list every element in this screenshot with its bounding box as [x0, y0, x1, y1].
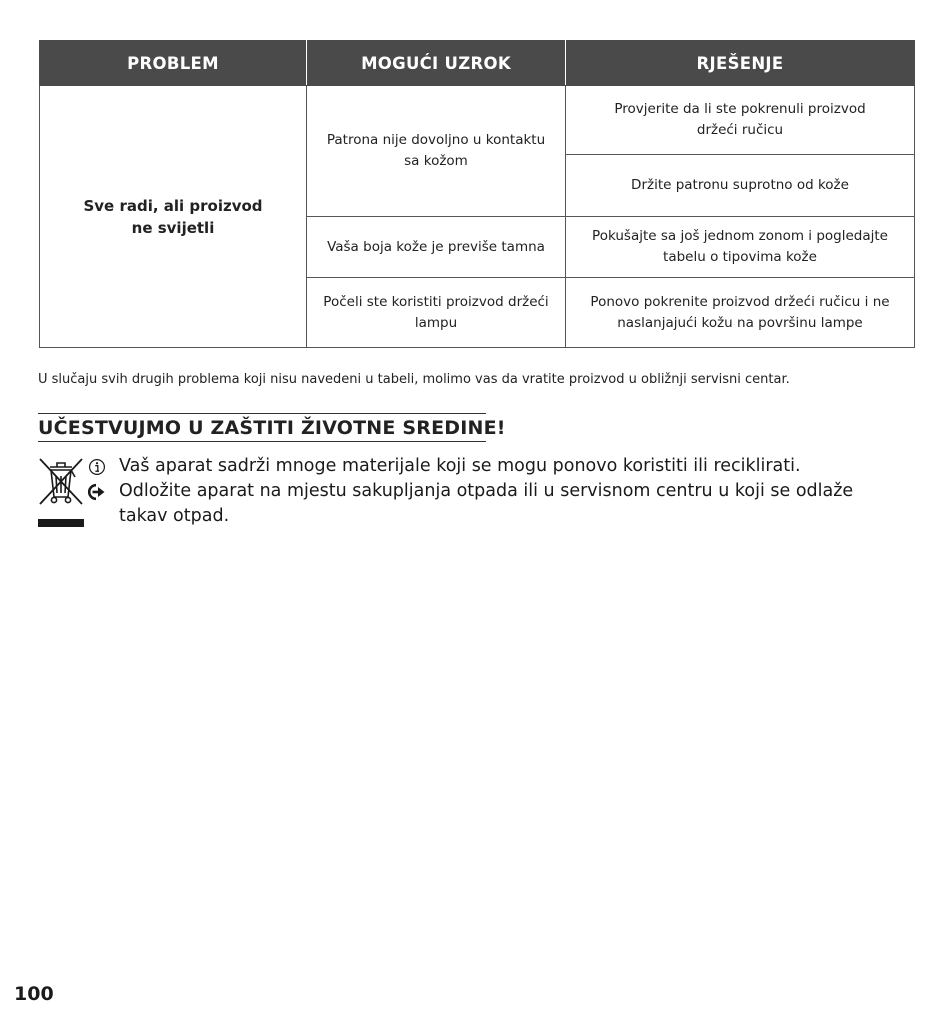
solution-cell: Držite patronu suprotno od kože [566, 155, 915, 217]
environment-list [88, 454, 898, 529]
table-header-row [40, 41, 915, 86]
list-item [88, 479, 898, 529]
header-solution: RJEŠENJE [566, 41, 915, 86]
info-icon [88, 458, 106, 476]
table-row [40, 86, 915, 155]
solution-cell: Provjerite da li ste pokrenuli proizvod držeći ručicu [566, 86, 915, 155]
environment-heading: UČESTVUJMO U ZAŠTITI ŽIVOTNE SREDINE! [38, 413, 486, 442]
cause-cell: Vaša boja kože je previše tamna [307, 217, 566, 278]
solution-cell: Pokušajte sa još jednom zonom i pogledajte tabelu o tipovima kože [566, 217, 915, 278]
list-item [88, 454, 898, 479]
cause-cell: Patrona nije dovoljno u kontaktu sa kožom [307, 86, 566, 217]
recycling-info-text: Vaš aparat sadrži mnoge materijale koji se mogu ponovo koristiti ili reciklirati. [119, 456, 801, 476]
problem-cell: Sve radi, ali proizvod ne svijetli [40, 86, 307, 348]
cause-cell: Počeli ste koristiti proizvod držeći lampu [307, 278, 566, 348]
service-note: U slučaju svih drugih problema koji nisu navedeni u tabeli, molimo vas da vratite proizvod u obližnji servisni centar. [38, 372, 790, 387]
solution-cell: Ponovo pokrenite proizvod držeći ručicu i ne naslanjajući kožu na površinu lampe [566, 278, 915, 348]
crossed-out-wheelie-bin-icon [37, 455, 85, 529]
header-problem: PROBLEM [40, 41, 307, 86]
header-cause: MOGUĆI UZROK [307, 41, 566, 86]
troubleshooting-table [39, 40, 915, 348]
page-number: 100 [14, 983, 54, 1005]
arrow-right-icon [88, 483, 106, 501]
disposal-instruction-text: Odložite aparat na mjestu sakupljanja otpada ili u servisnom centru u koji se odlaže takav otpad. [119, 481, 854, 526]
